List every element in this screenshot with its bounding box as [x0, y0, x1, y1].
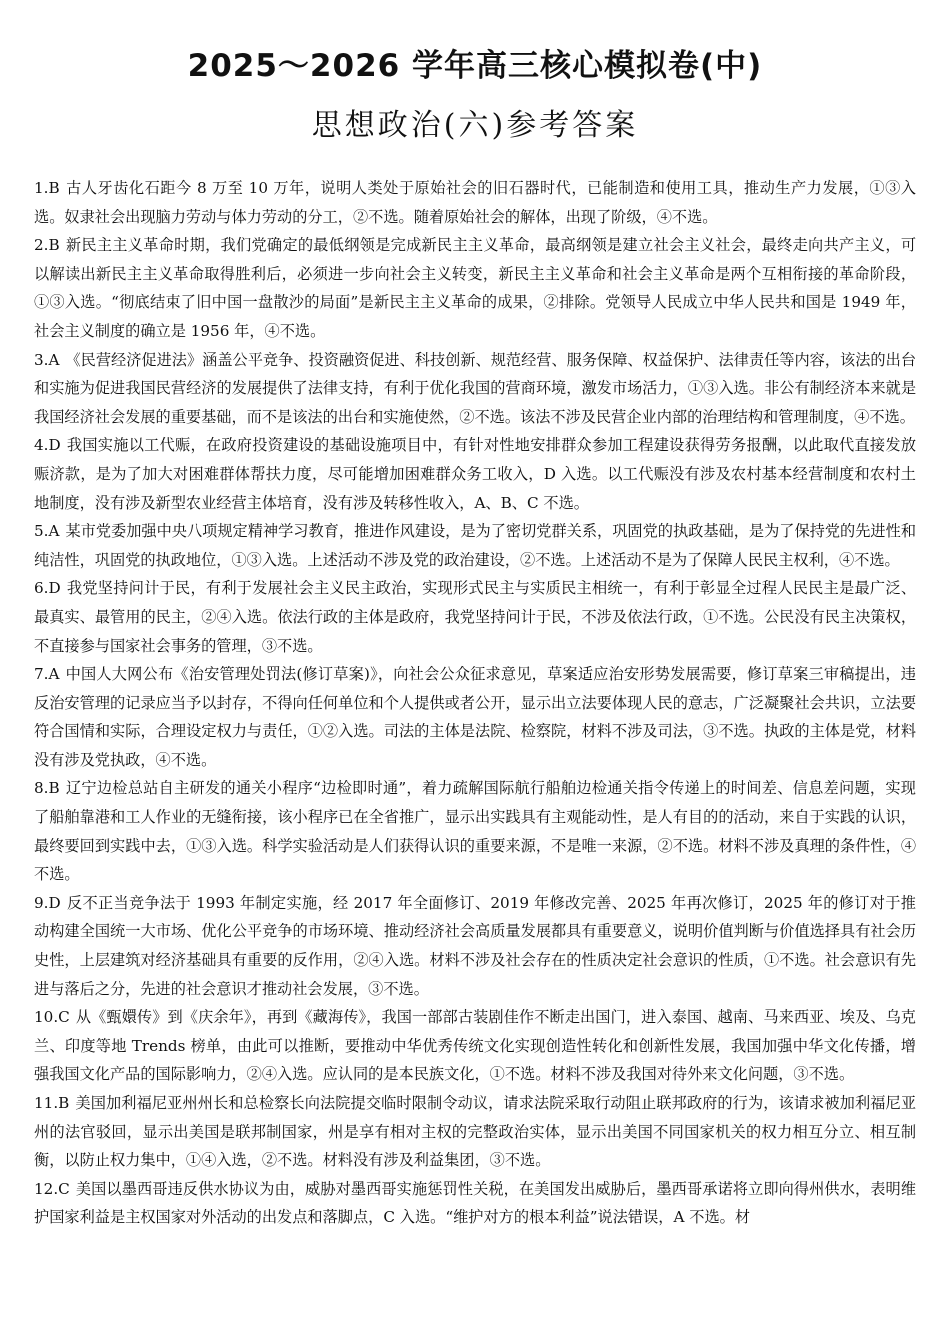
answer-number: 8.B	[34, 779, 60, 798]
answer-explanation: 中国人大网公布《治安管理处罚法(修订草案)》，向社会公众征求意见，草案适应治安形势发展需要，修订草案三审稿提出，违反治安管理的记录应当予以封存，不得向任何单位和个人提供或者公开，显示出立法要体现人民的意志，广泛凝聚社会共识，立法要符合国情和实际，合理设定权力与责任，①②入选。司法的主体是法院、检察院，材料不涉及司法，③不选。执政的主体是党，材料没有涉及党执政，④不选。	[34, 665, 916, 769]
answer-number: 6.D	[34, 579, 61, 598]
answer-explanation: 《民营经济促进法》涵盖公平竞争、投资融资促进、科技创新、规范经营、服务保障、权益保护、法律责任等内容，该法的出台和实施为促进我国民营经济的发展提供了法律支持，有利于优化我国的营商环境，激发市场活力，①③入选。非公有制经济本来就是我国经济社会发展的重要基础，而不是该法的出台和实施使然，②不选。该法不涉及民营企业内部的治理结构和管理制度，④不选。	[34, 350, 916, 426]
answer-number: 12.C	[34, 1179, 70, 1198]
answer-item-2	[34, 231, 916, 345]
answer-explanation: 某市党委加强中央八项规定精神学习教育，推进作风建设，是为了密切党群关系，巩固党的执政基础，是为了保持党的先进性和纯洁性，巩固党的执政地位，①③入选。上述活动不涉及党的政治建设，②不选。上述活动不是为了保障人民民主权利，④不选。	[34, 522, 916, 569]
answer-number: 10.C	[34, 1008, 70, 1027]
answer-number: 5.A	[34, 522, 60, 541]
answer-number: 4.D	[34, 436, 61, 455]
answer-explanation: 我党坚持问计于民，有利于发展社会主义民主政治，实现形式民主与实质民主相统一，有利于彰显全过程人民民主是最广泛、最真实、最管用的民主，②④入选。依法行政的主体是政府，我党坚持问计于民，不涉及依法行政，①不选。公民没有民主决策权，不直接参与国家社会事务的管理，③不选。	[34, 579, 916, 655]
answer-number: 3.A	[34, 350, 60, 369]
answer-item-7	[34, 660, 916, 774]
answer-number: 1.B	[34, 179, 60, 197]
answer-list	[34, 174, 916, 1232]
answer-item-9	[34, 889, 916, 1003]
answer-explanation: 美国以墨西哥违反供水协议为由，威胁对墨西哥实施惩罚性关税，在美国发出威胁后，墨西哥承诺将立即向得州供水，表明维护国家利益是主权国家对外活动的出发点和落脚点，C 入选。“维护对方的根本利益”说法错误，A 不选。材	[34, 1179, 916, 1227]
answer-item-5	[34, 517, 916, 574]
answer-explanation: 反不正当竞争法于 1993 年制定实施，经 2017 年全面修订、2019 年修改完善、2025 年再次修订，2025 年的修订对于推动构建全国统一大市场、优化公平竞争的市场环境、推动经济社会高质量发展都具有重要意义，说明价值判断与价值选择具有社会历史性，上层建筑对经济基础具有重要的反作用，②④入选。材料不涉及社会存在的性质决定社会意识的性质，①不选。社会意识有先进与落后之分，先进的社会意识才推动社会发展，③不选。	[34, 893, 916, 998]
answer-number: 2.B	[34, 236, 60, 255]
answer-item-10	[34, 1003, 916, 1089]
answer-explanation: 从《甄嬛传》到《庆余年》，再到《藏海传》，我国一部部古装剧佳作不断走出国门，进入泰国、越南、马来西亚、埃及、乌克兰、印度等地 Trends 榜单，由此可以推断，要推动中华优秀传统文化实现创造性转化和创新性发展，我国加强中华文化传播，增强我国文化产品的国际影响力，②④入选。应认同的是本民族文化，①不选。材料不涉及我国对待外来文化问题，③不选。	[34, 1008, 916, 1084]
answer-item-12	[34, 1175, 916, 1232]
answer-number: 11.B	[34, 1094, 70, 1112]
answer-explanation: 辽宁边检总站自主研发的通关小程序“边检即时通”，着力疏解国际航行船舶边检通关指令传递上的时间差、信息差问题，实现了船舶靠港和工人作业的无缝衔接，该小程序已在全省推广，显示出实践具有主观能动性，是人有目的的活动，来自于实践的认识，最终要回到实践中去，①③入选。科学实验活动是人们获得认识的重要来源，不是唯一来源，②不选。材料不涉及真理的条件性，④不选。	[34, 779, 916, 884]
answer-number: 9.D	[34, 893, 61, 912]
answer-item-8	[34, 774, 916, 888]
answer-item-6	[34, 574, 916, 660]
answer-item-11	[34, 1089, 916, 1175]
page-subtitle: 思想政治(六)参考答案	[311, 108, 639, 143]
page-title: 2025～2026 学年高三核心模拟卷(中)	[187, 48, 763, 84]
answer-number: 7.A	[34, 665, 60, 684]
answer-explanation: 古人牙齿化石距今 8 万至 10 万年，说明人类处于原始社会的旧石器时代，已能制造和使用工具，推动生产力发展，①③入选。奴隶社会出现脑力劳动与体力劳动的分工，②不选。随着原始社会的解体，出现了阶级，④不选。	[34, 179, 916, 226]
answer-explanation: 我国实施以工代赈，在政府投资建设的基础设施项目中，有针对性地安排群众参加工程建设获得劳务报酬，以此取代直接发放赈济款，是为了加大对困难群体帮扶力度，尽可能增加困难群众务工收入，D 入选。以工代赈没有涉及农村基本经营制度和农村土地制度，没有涉及新型农业经营主体培育，没有涉及转移性收入，A、B、C 不选。	[34, 436, 916, 512]
answer-explanation: 新民主主义革命时期，我们党确定的最低纲领是完成新民主主义革命，最高纲领是建立社会主义社会，最终走向共产主义，可以解读出新民主主义革命取得胜利后，必须进一步向社会主义转变，新民主主义革命和社会主义革命是两个互相衔接的革命阶段，①③入选。“彻底结束了旧中国一盘散沙的局面”是新民主主义革命的成果，②排除。党领导人民成立中华人民共和国是 1949 年，社会主义制度的确立是 1956 年，④不选。	[34, 236, 916, 340]
answer-item-1	[34, 174, 916, 231]
answer-item-3	[34, 346, 916, 432]
answer-item-4	[34, 431, 916, 517]
answer-explanation: 美国加利福尼亚州州长和总检察长向法院提交临时限制令动议，请求法院采取行动阻止联邦政府的行为，该请求被加利福尼亚州的法官驳回，显示出美国是联邦制国家，州是享有相对主权的完整政治实体，显示出美国不同国家机关的权力相互分立、相互制衡，以防止权力集中，①④入选，②不选。材料没有涉及利益集团，③不选。	[34, 1094, 916, 1170]
